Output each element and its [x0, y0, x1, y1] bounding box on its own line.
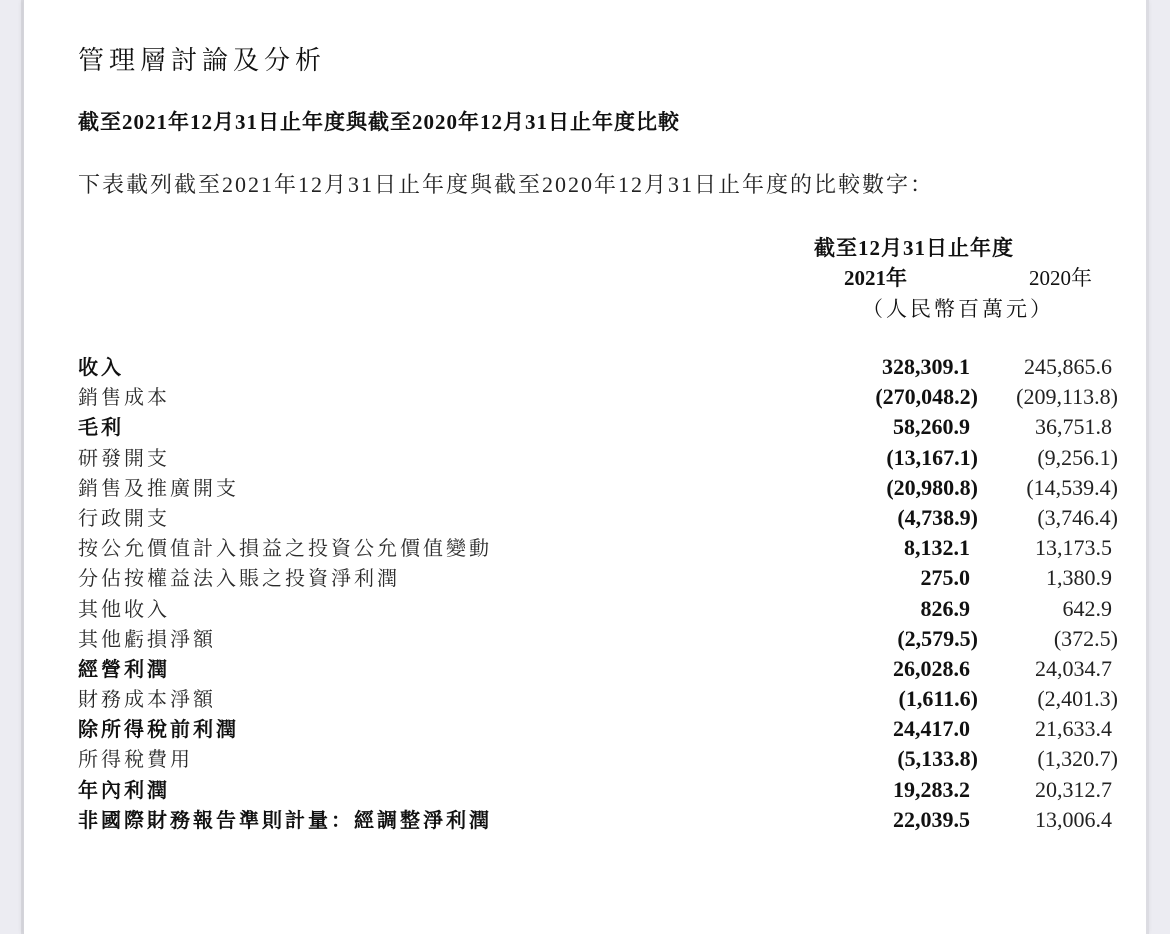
column-header-period: 截至12月31日止年度	[814, 236, 1014, 260]
value-2021: (4,738.9)	[897, 504, 978, 530]
value-2021: (5,133.8)	[897, 746, 978, 772]
value-2021: (2,579.5)	[897, 625, 978, 651]
table-row	[78, 412, 1138, 442]
row-label: 收入	[78, 355, 124, 379]
table-row	[78, 594, 1138, 624]
value-2021: 26,028.6	[893, 655, 970, 681]
value-2020: (372.5)	[1053, 625, 1118, 651]
row-label: 銷售成本	[78, 385, 170, 410]
row-label: 毛利	[78, 415, 124, 440]
page-title: 管理層討論及分析	[78, 46, 327, 76]
table-row	[78, 624, 1138, 654]
table-row	[78, 473, 1138, 503]
value-2020: (9,256.1)	[1037, 444, 1118, 470]
row-label: 銷售及推廣開支	[78, 475, 239, 500]
value-2020: 13,006.4	[1035, 806, 1112, 832]
row-label: 年內利潤	[78, 777, 170, 802]
value-2021: 275.0	[920, 565, 970, 591]
income-statement-table	[78, 352, 1138, 835]
intro-paragraph: 下表載列截至2021年12月31日止年度與截至2020年12月31日止年度的比較數字：	[78, 172, 935, 197]
table-row	[78, 443, 1138, 473]
value-2021: 22,039.5	[893, 806, 970, 832]
value-2020: (14,539.4)	[1026, 474, 1118, 500]
column-header-2021: 2021年	[844, 266, 907, 290]
page-edge-right	[1146, 0, 1149, 934]
row-label: 經營利潤	[78, 656, 170, 681]
value-2021: 328,309.1	[882, 354, 970, 379]
row-label: 其他收入	[78, 596, 170, 621]
row-label: 行政開支	[78, 505, 170, 530]
value-2020: 24,034.7	[1035, 655, 1112, 681]
row-label: 研發開支	[78, 445, 170, 470]
section-subtitle: 截至2021年12月31日止年度與截至2020年12月31日止年度比較	[78, 110, 680, 134]
value-2021: (1,611.6)	[898, 686, 978, 712]
table-row	[78, 533, 1138, 563]
value-2020: 21,633.4	[1035, 716, 1112, 742]
value-2020: 1,380.9	[1046, 565, 1112, 591]
row-label: 其他虧損淨額	[78, 626, 216, 651]
value-2021: 24,417.0	[893, 716, 970, 742]
value-2020: 13,173.5	[1035, 535, 1112, 561]
value-2021: 19,283.2	[893, 776, 970, 802]
table-row	[78, 503, 1138, 533]
value-2020: (2,401.3)	[1037, 686, 1118, 712]
value-2021: 58,260.9	[893, 414, 970, 440]
table-row	[78, 775, 1138, 805]
row-label: 除所得稅前利潤	[78, 717, 239, 742]
value-2020: 20,312.7	[1035, 776, 1112, 802]
row-label: 非國際財務報告準則計量：經調整淨利潤	[78, 807, 492, 832]
table-row	[78, 352, 1138, 382]
row-label: 所得稅費用	[78, 747, 193, 772]
value-2021: (13,167.1)	[886, 444, 978, 470]
value-2020: (1,320.7)	[1037, 746, 1118, 772]
value-2020: 245,865.6	[1024, 354, 1112, 379]
table-row	[78, 805, 1138, 835]
row-label: 財務成本淨額	[78, 687, 216, 712]
value-2020: (209,113.8)	[1016, 384, 1118, 410]
column-header-unit: （人民幣百萬元）	[862, 297, 1054, 321]
table-row	[78, 382, 1138, 412]
value-2021: 8,132.1	[904, 535, 970, 561]
row-label: 按公允價值計入損益之投資公允價值變動	[78, 536, 492, 561]
table-row	[78, 654, 1138, 684]
value-2020: (3,746.4)	[1037, 504, 1118, 530]
row-label: 分佔按權益法入賬之投資淨利潤	[78, 566, 400, 591]
table-row	[78, 684, 1138, 714]
table-row	[78, 563, 1138, 593]
value-2020: 36,751.8	[1035, 414, 1112, 440]
value-2020: 642.9	[1062, 595, 1112, 621]
value-2021: (270,048.2)	[875, 384, 978, 410]
table-row	[78, 744, 1138, 774]
table-row	[78, 714, 1138, 744]
document-page	[24, 0, 1146, 934]
value-2021: (20,980.8)	[886, 474, 978, 500]
value-2021: 826.9	[920, 595, 970, 621]
column-header-2020: 2020年	[1029, 266, 1092, 290]
